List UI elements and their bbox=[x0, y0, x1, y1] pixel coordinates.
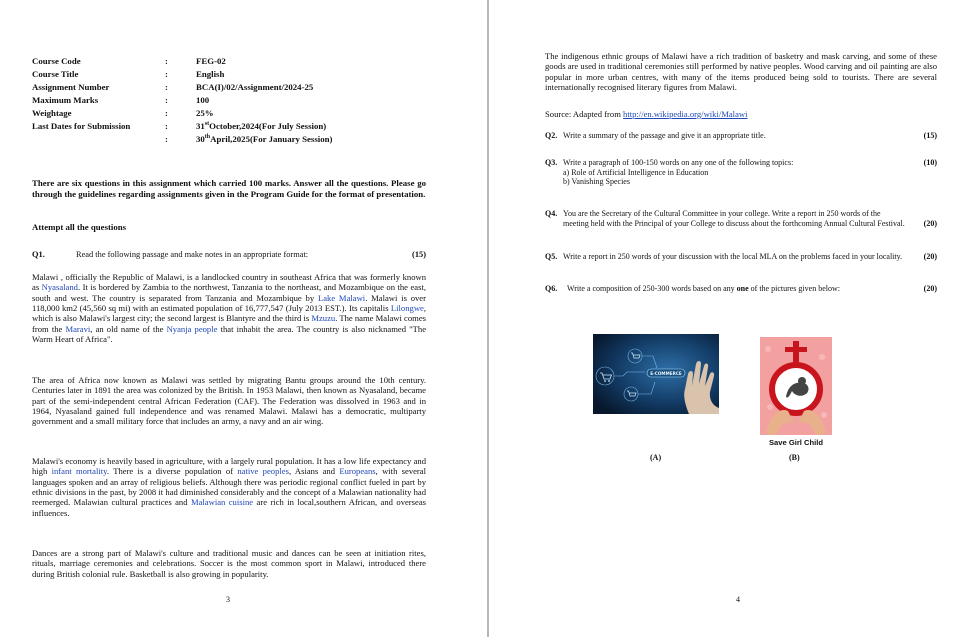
question-text bbox=[567, 284, 913, 294]
meta-row-course-code bbox=[32, 56, 452, 69]
link-europeans[interactable]: Europeans bbox=[339, 466, 376, 477]
link-malawian-cuisine[interactable]: Malawian cuisine bbox=[190, 497, 254, 508]
date-suffix: st bbox=[204, 121, 210, 127]
text: that inhabit the area. The country is also nicknamed "The Warm Heart of Africa". bbox=[32, 323, 427, 344]
question-text-block bbox=[563, 158, 913, 187]
text: Malawi's economy is heavily based in agriculture, with a largely rural population. It has a low life expectancy and high bbox=[32, 456, 426, 477]
picture-b-caption: (B) bbox=[789, 453, 800, 462]
question-marks: (20) bbox=[923, 252, 937, 261]
text: . Malawi is over 118,000 km2 (45,560 sq mi) with an estimated population of 16,777,547 (July 2013 EST.). Its capitalis bbox=[32, 292, 426, 313]
meta-colon: : bbox=[165, 82, 168, 92]
meta-value: BCA(I)/02/Assignment/2024-25 bbox=[196, 82, 314, 92]
meta-row-course-title bbox=[32, 69, 452, 82]
passage-paragraph-2: The area of Africa now known as Malawi was settled by migrating Bantu groups around the 10th century. Centuries later in 1891 the area was colonized by the British. In 1953 Malawi, then known as Nyasaland, became part of the semi-independent central African Federation (CAF). The Federation was dissolved in 1963 and in 1964, Nyasaland gained full independence and was renamed Malawi. Malawi has a democratic, multiparty government and a small military force that includes an army, a navy and an air wing. bbox=[32, 375, 426, 427]
ecommerce-screen-text: E-COMMERCE bbox=[650, 371, 682, 377]
link-native-peoples[interactable]: native peoples bbox=[237, 466, 289, 477]
link-mzuzu[interactable]: Mzuzu bbox=[311, 313, 336, 324]
page-right bbox=[489, 0, 980, 637]
meta-row-assignment-number bbox=[32, 82, 452, 95]
question-1 bbox=[32, 250, 426, 260]
question-text: Read the following passage and make notes in an appropriate format: bbox=[76, 250, 309, 259]
option-a: a) Role of Artificial Intelligence in Education bbox=[563, 167, 709, 177]
text: Write a composition of 250-300 words based on any bbox=[567, 284, 737, 293]
question-marks: (20) bbox=[923, 218, 937, 228]
question-number: Q3. bbox=[545, 158, 558, 167]
meta-value: English bbox=[196, 69, 225, 79]
text: , Asians and bbox=[288, 466, 340, 477]
text: , which is also Malawi's largest city; the second largest is Blantyre and the third is bbox=[32, 302, 426, 324]
passage-paragraph-1 bbox=[32, 272, 426, 344]
meta-colon: : bbox=[165, 69, 168, 79]
source-label: Source: Adapted from bbox=[545, 109, 624, 119]
date-day: 31 bbox=[196, 121, 205, 131]
text: Malawi , officially the Republic of Malawi, is a landlocked country in southeast Africa that was formerly known as bbox=[32, 272, 426, 293]
question-number: Q4. bbox=[545, 209, 558, 218]
text: . There is a diverse population of bbox=[106, 466, 238, 477]
text-bold: one bbox=[736, 284, 749, 293]
meta-colon: : bbox=[165, 121, 168, 131]
question-marks: (15) bbox=[412, 250, 426, 259]
link-lilongwe[interactable]: Lilongwe bbox=[390, 302, 424, 313]
page-left bbox=[0, 0, 488, 637]
passage-paragraph-3 bbox=[32, 456, 426, 518]
link-infant-mortality[interactable]: infant mortality bbox=[51, 466, 107, 477]
page-number: 4 bbox=[736, 595, 740, 604]
attempt-all-heading: Attempt all the questions bbox=[32, 222, 127, 232]
question-text: Write a report in 250 words of your discussion with the local MLA on the problems faced in your locality. bbox=[563, 252, 903, 261]
question-text: Write a paragraph of 100-150 words on any one of the following topics: bbox=[563, 158, 794, 167]
meta-colon: : bbox=[165, 56, 168, 66]
text: , an old name of the bbox=[90, 323, 167, 334]
meta-colon: : bbox=[165, 95, 168, 105]
question-number: Q5. bbox=[545, 252, 558, 261]
text: . It is bordered by Zambia to the northwest, Tanzania to the northeast, and Mozambique on the east, south and west. The country is separated from Tanzania and Mozambique by bbox=[32, 282, 426, 303]
picture-a-ecommerce bbox=[593, 334, 719, 414]
save-girl-child-illustration bbox=[760, 337, 832, 449]
option-b: b) Vanishing Species bbox=[563, 177, 630, 187]
passage-paragraph-5: The indigenous ethnic groups of Malawi have a rich tradition of basketry and mask carving, and some of these goods are used in traditional ceremonies still performed by native peoples. Wood carving and oil painting are also popular in more urban centres, with many of the items produced being sold to tourists. There are several internationally recognised literary figures from Malawi. bbox=[545, 51, 937, 92]
link-nyanja-people[interactable]: Nyanja people bbox=[166, 323, 218, 334]
source-line bbox=[545, 109, 747, 119]
text: . The name Malawi comes from the bbox=[32, 313, 426, 334]
date-suffix: th bbox=[204, 134, 211, 140]
meta-label: Assignment Number bbox=[32, 82, 110, 92]
question-6 bbox=[545, 284, 937, 294]
save-girl-child-banner: Save Girl Child bbox=[768, 438, 824, 447]
source-link[interactable]: http://en.wikipedia.org/wiki/Malawi bbox=[623, 109, 748, 119]
meta-label: Maximum Marks bbox=[32, 95, 99, 105]
assignment-meta bbox=[32, 56, 452, 147]
passage-paragraph-4: Dances are a strong part of Malawi's culture and traditional music and dances can be seen at initiation rites, rituals, marriage ceremonies and celebrations. Soccer is the most common sport in Malawi, introduced there during British colonial rule. Basketball is also growing in popularity. bbox=[32, 548, 426, 579]
question-5 bbox=[545, 252, 937, 262]
link-lake-malawi[interactable]: Lake Malawi bbox=[317, 292, 366, 303]
meta-value-date bbox=[196, 134, 332, 144]
date-rest: October,2024(For July Session) bbox=[209, 121, 327, 131]
ecommerce-illustration bbox=[593, 334, 719, 414]
link-nyasaland[interactable]: Nyasaland bbox=[41, 282, 78, 293]
question-number: Q1. bbox=[32, 250, 45, 259]
question-marks: (15) bbox=[923, 131, 937, 140]
picture-a-caption: (A) bbox=[650, 453, 662, 462]
page-number: 3 bbox=[226, 595, 230, 604]
question-4 bbox=[545, 209, 937, 228]
assignment-instructions: There are six questions in this assignment which carried 100 marks. Answer all the questions. Please go through the guidelines regarding assignments given in the Program Guide for the format of presentation. bbox=[32, 178, 426, 199]
meta-row-weightage bbox=[32, 108, 452, 121]
date-rest: April,2025(For January Session) bbox=[210, 134, 333, 144]
meta-row-maximum-marks bbox=[32, 95, 452, 108]
text: of the pictures given below: bbox=[748, 284, 840, 293]
meta-label: Course Code bbox=[32, 56, 81, 66]
text: , with several languages spoken and an array of religious beliefs. Although there was periodic regional conflict fueled in part by ethnic divisions in the past, by 2008 it had diminished considerably and the concept of a Malawian nationality had reemerged. Malawian cultural practices and bbox=[32, 466, 427, 508]
meta-colon: : bbox=[165, 108, 168, 118]
meta-row-last-dates-2 bbox=[32, 134, 452, 147]
link-maravi[interactable]: Maravi bbox=[65, 323, 91, 334]
question-text: You are the Secretary of the Cultural Committee in your college. Write a report in 250 words of the meeting held with the Principal of your College to discuss about the forthcoming Annual Cultural Festival. bbox=[563, 209, 905, 228]
meta-label: Last Dates for Submission bbox=[32, 121, 131, 131]
meta-value: FEG-02 bbox=[196, 56, 226, 66]
question-marks: (10) bbox=[923, 158, 937, 167]
question-number: Q2. bbox=[545, 131, 558, 140]
meta-row-last-dates bbox=[32, 121, 452, 134]
question-3 bbox=[545, 158, 937, 187]
meta-label: Course Title bbox=[32, 69, 79, 79]
meta-label: Weightage bbox=[32, 108, 72, 118]
meta-colon: : bbox=[165, 134, 168, 144]
picture-b-save-girl-child bbox=[760, 337, 832, 449]
question-number: Q6. bbox=[545, 284, 558, 293]
meta-value: 25% bbox=[196, 108, 214, 118]
question-text: Write a summary of the passage and give it an appropriate title. bbox=[563, 131, 766, 140]
date-day: 30 bbox=[196, 134, 205, 144]
meta-value-date bbox=[196, 121, 326, 131]
question-marks: (20) bbox=[923, 284, 937, 293]
meta-value: 100 bbox=[196, 95, 210, 105]
text: are rich in local,southern African, and overseas influences. bbox=[32, 497, 426, 518]
question-2 bbox=[545, 131, 937, 141]
